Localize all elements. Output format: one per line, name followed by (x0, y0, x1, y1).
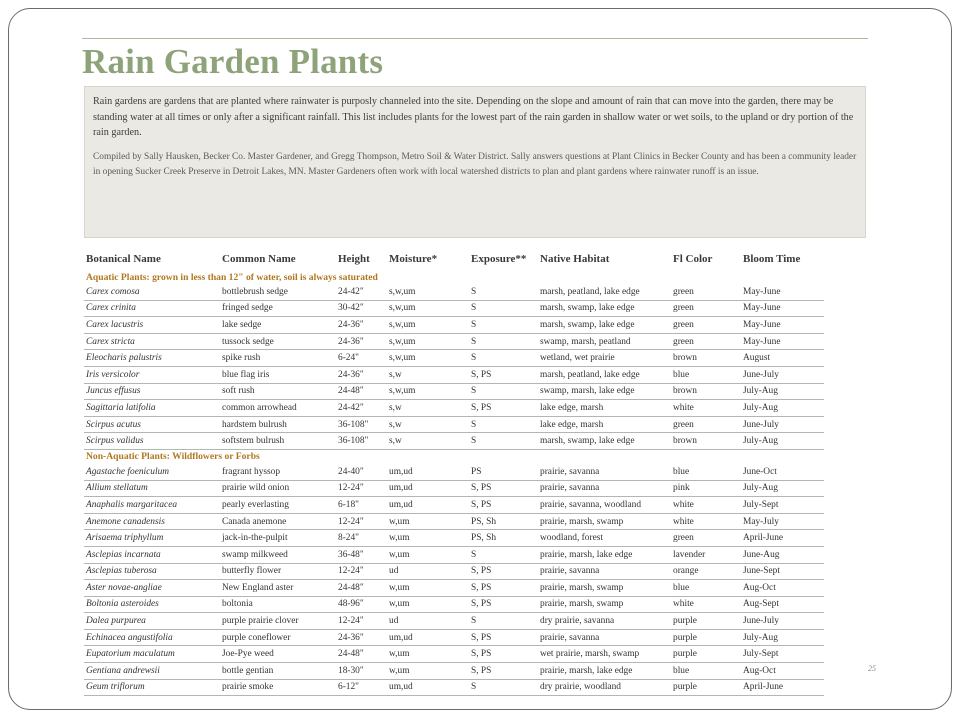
table-cell: 36-108" (336, 433, 387, 450)
table-row (84, 480, 824, 497)
table-row (84, 366, 824, 383)
table-cell: 36-48" (336, 546, 387, 563)
table-cell: S (469, 284, 538, 300)
table-row (84, 679, 824, 696)
table-cell: prairie, savanna (538, 480, 671, 497)
table-cell: dry prairie, woodland (538, 679, 671, 696)
table-cell: prairie, marsh, swamp (538, 513, 671, 530)
table-cell: purple prairie clover (220, 613, 336, 630)
table-cell: pink (671, 480, 741, 497)
table-cell: Scirpus acutus (84, 416, 220, 433)
table-cell: 18-30" (336, 663, 387, 680)
table-cell: w,um (387, 546, 469, 563)
table-cell: purple (671, 679, 741, 696)
table-cell: Sagittaria latifolia (84, 400, 220, 417)
table-cell: um,ud (387, 497, 469, 514)
table-row (84, 350, 824, 367)
table-cell: 12-24" (336, 513, 387, 530)
table-cell: brown (671, 383, 741, 400)
table-row (84, 629, 824, 646)
table-cell: white (671, 513, 741, 530)
table-cell: blue (671, 464, 741, 480)
table-cell: s,w (387, 416, 469, 433)
table-cell: marsh, peatland, lake edge (538, 284, 671, 300)
table-cell: Carex comosa (84, 284, 220, 300)
table-cell: July-Aug (741, 383, 824, 400)
table-cell: s,w,um (387, 284, 469, 300)
table-cell: fringed sedge (220, 300, 336, 317)
table-cell: w,um (387, 530, 469, 547)
table-cell: June-Sept (741, 563, 824, 580)
table-cell: Eleocharis palustris (84, 350, 220, 367)
table-cell: Carex lacustris (84, 317, 220, 334)
table-cell: Carex crinita (84, 300, 220, 317)
top-rule (82, 38, 868, 39)
table-cell: s,w (387, 366, 469, 383)
table-cell: purple (671, 613, 741, 630)
table-cell: purple (671, 629, 741, 646)
table-cell: Canada anemone (220, 513, 336, 530)
table-cell: July-Aug (741, 400, 824, 417)
table-cell: Asclepias tuberosa (84, 563, 220, 580)
table-cell: um,ud (387, 679, 469, 696)
table-cell: S, PS (469, 629, 538, 646)
table-cell: Arisaema triphyllum (84, 530, 220, 547)
table-cell: Asclepias incarnata (84, 546, 220, 563)
table-cell: May-June (741, 300, 824, 317)
table-cell: blue flag iris (220, 366, 336, 383)
table-cell: 48-96" (336, 596, 387, 613)
table-row (84, 464, 824, 480)
section-heading-row (84, 449, 824, 464)
table-cell: 30-42" (336, 300, 387, 317)
table-cell: w,um (387, 580, 469, 597)
table-row (84, 333, 824, 350)
table-cell: Boltonia asteroides (84, 596, 220, 613)
table-cell: PS, Sh (469, 513, 538, 530)
table-cell: s,w,um (387, 333, 469, 350)
table-row (84, 416, 824, 433)
column-header: Exposure** (471, 253, 527, 265)
table-cell: 8-24" (336, 530, 387, 547)
table-cell: Scirpus validus (84, 433, 220, 450)
table-cell: 24-36" (336, 317, 387, 334)
table-cell: spike rush (220, 350, 336, 367)
table-cell: PS, Sh (469, 530, 538, 547)
table-cell: marsh, swamp, lake edge (538, 433, 671, 450)
table-cell: um,ud (387, 464, 469, 480)
table-row (84, 284, 824, 300)
table-cell: June-Oct (741, 464, 824, 480)
table-cell: green (671, 300, 741, 317)
table-cell: 24-36" (336, 629, 387, 646)
table-cell: Anaphalis margaritacea (84, 497, 220, 514)
table-cell: um,ud (387, 629, 469, 646)
table-cell: prairie, marsh, swamp (538, 580, 671, 597)
table-cell: 12-24" (336, 613, 387, 630)
table-cell: green (671, 333, 741, 350)
column-header: Height (338, 253, 370, 265)
table-row (84, 513, 824, 530)
table-cell: brown (671, 350, 741, 367)
table-cell: swamp, marsh, peatland (538, 333, 671, 350)
table-cell: wetland, wet prairie (538, 350, 671, 367)
table-cell: July-Sept (741, 646, 824, 663)
table-cell: 6-24" (336, 350, 387, 367)
table-cell: S (469, 433, 538, 450)
table-cell: butterfly flower (220, 563, 336, 580)
table-row (84, 596, 824, 613)
table-cell: s,w,um (387, 383, 469, 400)
table-cell: S (469, 350, 538, 367)
table-cell: blue (671, 663, 741, 680)
table-cell: S (469, 333, 538, 350)
table-cell: um,ud (387, 480, 469, 497)
table-row (84, 613, 824, 630)
table-row (84, 563, 824, 580)
table-cell: May-June (741, 333, 824, 350)
table-cell: S (469, 300, 538, 317)
table-cell: ud (387, 613, 469, 630)
table-cell: Aug-Oct (741, 580, 824, 597)
document-page (82, 36, 876, 693)
table-cell: w,um (387, 646, 469, 663)
table-cell: Echinacea angustifolia (84, 629, 220, 646)
table-cell: April-June (741, 530, 824, 547)
table-cell: Dalea purpurea (84, 613, 220, 630)
credit-paragraph: Compiled by Sally Hausken, Becker Co. Master Gardener, and Gregg Thompson, Metro Soil & Water District. Sally answers questions at Plant Clinics in Becker County and has been a community leader in opening Sucker Creek Preserve in Detroit Lakes, MN. Master Gardeners often work with local watershed districts to plan and plant gardens where rainwater runoff is an issue. (93, 151, 857, 177)
table-row (84, 317, 824, 334)
table-cell: pearly everlasting (220, 497, 336, 514)
table-cell: S (469, 679, 538, 696)
table-cell: purple (671, 646, 741, 663)
table-cell: orange (671, 563, 741, 580)
table-cell: hardstem bulrush (220, 416, 336, 433)
section-heading: Aquatic Plants: grown in less than 12" of water, soil is always saturated (86, 271, 378, 283)
table-cell: S (469, 383, 538, 400)
table-row (84, 580, 824, 597)
table-cell: Eupatorium maculatum (84, 646, 220, 663)
table-cell: blue (671, 580, 741, 597)
table-cell: prairie wild onion (220, 480, 336, 497)
table-cell: Aster novae-angliae (84, 580, 220, 597)
table-cell: May-June (741, 317, 824, 334)
table-cell: Geum triflorum (84, 679, 220, 696)
table-row (84, 663, 824, 680)
column-header: Moisture* (389, 253, 438, 265)
page-title: Rain Garden Plants (82, 42, 384, 81)
plant-table-body (84, 270, 824, 696)
table-cell: prairie, savanna, woodland (538, 497, 671, 514)
table-cell: prairie, savanna (538, 464, 671, 480)
table-cell: prairie, savanna (538, 629, 671, 646)
table-cell: 24-48" (336, 580, 387, 597)
column-header: Fl Color (673, 253, 713, 265)
table-cell: 12-24" (336, 480, 387, 497)
table-cell: white (671, 596, 741, 613)
table-row (84, 530, 824, 547)
table-cell: S, PS (469, 497, 538, 514)
table-cell: June-July (741, 366, 824, 383)
column-header: Bloom Time (743, 253, 801, 265)
intro-box (84, 86, 866, 238)
table-row (84, 433, 824, 450)
table-cell: prairie, marsh, lake edge (538, 663, 671, 680)
table-cell: white (671, 400, 741, 417)
table-cell: w,um (387, 596, 469, 613)
table-cell: purple coneflower (220, 629, 336, 646)
table-cell: 24-42" (336, 400, 387, 417)
table-cell: common arrowhead (220, 400, 336, 417)
table-cell: Allium stellatum (84, 480, 220, 497)
table-header-row (84, 248, 824, 270)
table-cell: S, PS (469, 400, 538, 417)
table-cell: dry prairie, savanna (538, 613, 671, 630)
table-cell: S, PS (469, 366, 538, 383)
table-cell: 12-24" (336, 563, 387, 580)
table-cell: Aug-Oct (741, 663, 824, 680)
table-cell: April-June (741, 679, 824, 696)
table-cell: 36-108" (336, 416, 387, 433)
table-cell: marsh, swamp, lake edge (538, 300, 671, 317)
table-cell: June-July (741, 613, 824, 630)
table-cell: boltonia (220, 596, 336, 613)
table-cell: S, PS (469, 663, 538, 680)
table-cell: prairie smoke (220, 679, 336, 696)
table-cell: ud (387, 563, 469, 580)
table-cell: May-July (741, 513, 824, 530)
table-cell: Anemone canadensis (84, 513, 220, 530)
table-cell: 24-42" (336, 284, 387, 300)
table-cell: S (469, 613, 538, 630)
table-cell: August (741, 350, 824, 367)
table-cell: Agastache foeniculum (84, 464, 220, 480)
table-row (84, 300, 824, 317)
table-cell: S, PS (469, 580, 538, 597)
table-cell: brown (671, 433, 741, 450)
section-heading: Non-Aquatic Plants: Wildflowers or Forbs (86, 451, 260, 463)
table-cell: Iris versicolor (84, 366, 220, 383)
table-cell: bottle gentian (220, 663, 336, 680)
table-cell: June-Aug (741, 546, 824, 563)
page-number: 25 (868, 664, 876, 673)
table-cell: Aug-Sept (741, 596, 824, 613)
table-cell: 6-12" (336, 679, 387, 696)
table-cell: woodland, forest (538, 530, 671, 547)
column-header: Native Habitat (540, 253, 610, 265)
table-cell: Carex stricta (84, 333, 220, 350)
table-cell: 24-36" (336, 366, 387, 383)
table-cell: lake sedge (220, 317, 336, 334)
table-cell: PS (469, 464, 538, 480)
table-cell: s,w (387, 400, 469, 417)
table-cell: S (469, 546, 538, 563)
table-cell: green (671, 317, 741, 334)
table-cell: S (469, 317, 538, 334)
table-cell: S, PS (469, 646, 538, 663)
table-cell: 24-36" (336, 333, 387, 350)
table-row (84, 546, 824, 563)
table-cell: s,w,um (387, 317, 469, 334)
table-cell: S, PS (469, 563, 538, 580)
table-cell: jack-in-the-pulpit (220, 530, 336, 547)
table-cell: marsh, swamp, lake edge (538, 317, 671, 334)
table-cell: S (469, 416, 538, 433)
table-cell: s,w,um (387, 350, 469, 367)
table-cell: S, PS (469, 480, 538, 497)
table-cell: fragrant hyssop (220, 464, 336, 480)
table-cell: softstem bulrush (220, 433, 336, 450)
table-cell: soft rush (220, 383, 336, 400)
table-cell: white (671, 497, 741, 514)
table-cell: prairie, marsh, swamp (538, 596, 671, 613)
section-heading-row (84, 270, 824, 284)
table-cell: Juncus effusus (84, 383, 220, 400)
table-cell: s,w,um (387, 300, 469, 317)
column-header: Botanical Name (86, 253, 161, 265)
table-row (84, 400, 824, 417)
table-cell: 24-40" (336, 464, 387, 480)
table-cell: green (671, 416, 741, 433)
table-cell: tussock sedge (220, 333, 336, 350)
table-cell: lake edge, marsh (538, 400, 671, 417)
table-cell: s,w (387, 433, 469, 450)
table-cell: marsh, peatland, lake edge (538, 366, 671, 383)
table-cell: 24-48" (336, 383, 387, 400)
table-cell: wet prairie, marsh, swamp (538, 646, 671, 663)
table-cell: New England aster (220, 580, 336, 597)
table-cell: Gentiana andrewsii (84, 663, 220, 680)
table-cell: July-Aug (741, 433, 824, 450)
table-row (84, 497, 824, 514)
table-cell: July-Sept (741, 497, 824, 514)
table-cell: June-July (741, 416, 824, 433)
table-cell: green (671, 284, 741, 300)
table-cell: w,um (387, 663, 469, 680)
table-cell: July-Aug (741, 480, 824, 497)
table-cell: 6-18" (336, 497, 387, 514)
table-cell: swamp milkweed (220, 546, 336, 563)
table-cell: July-Aug (741, 629, 824, 646)
table-cell: prairie, marsh, lake edge (538, 546, 671, 563)
column-header: Common Name (222, 253, 296, 265)
table-cell: prairie, savanna (538, 563, 671, 580)
table-cell: lake edge, marsh (538, 416, 671, 433)
table-cell: 24-48" (336, 646, 387, 663)
intro-paragraph: Rain gardens are gardens that are planted where rainwater is purposly channeled into the site. Depending on the slope and amount of rain that can move into the garden, there may be standing water at all times or only after a significant rainfall. This list includes plants for the lowest part of the rain garden in shallow water or wet soils, to the upland or dry portion of the rain garden. (93, 96, 854, 138)
table-cell: swamp, marsh, lake edge (538, 383, 671, 400)
table-cell: green (671, 530, 741, 547)
table-cell: lavender (671, 546, 741, 563)
table-row (84, 383, 824, 400)
table-cell: S, PS (469, 596, 538, 613)
plant-table (84, 248, 824, 696)
table-row (84, 646, 824, 663)
table-cell: May-June (741, 284, 824, 300)
table-cell: bottlebrush sedge (220, 284, 336, 300)
table-cell: w,um (387, 513, 469, 530)
table-cell: blue (671, 366, 741, 383)
table-cell: Joe-Pye weed (220, 646, 336, 663)
